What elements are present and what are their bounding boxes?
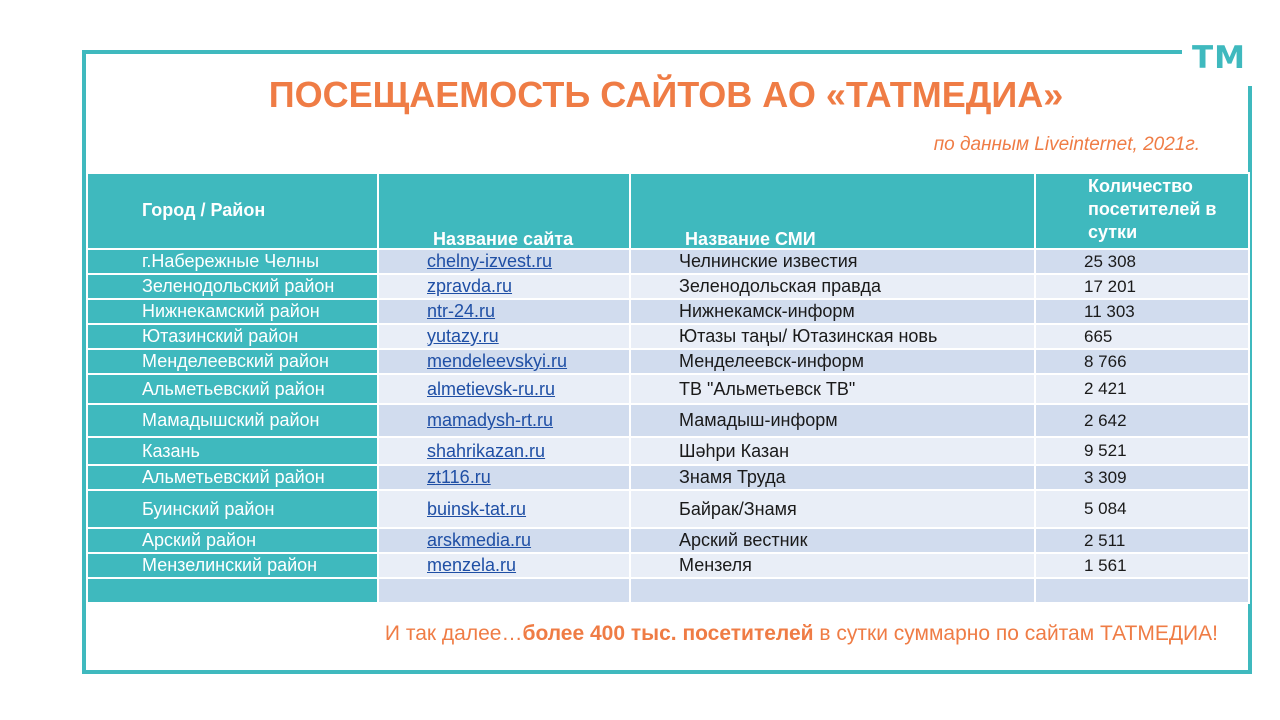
visitors-cell: 5 084 [1035,490,1249,528]
site-cell [378,274,630,299]
site-cell [378,249,630,274]
district-cell: Мензелинский район [87,553,378,578]
district-cell: Альметьевский район [87,465,378,490]
frame-bottom-border [82,670,1252,674]
frame-top-border [82,50,1182,54]
district-cell: Арский район [87,528,378,553]
site-link[interactable]: buinsk-tat.ru [427,498,527,519]
table-row [87,578,1249,603]
site-cell [378,404,630,437]
footer-summary [385,622,1218,646]
site-cell [378,465,630,490]
site-link[interactable]: arskmedia.ru [427,530,532,550]
header-district-label: Город / Район [142,200,266,220]
table-row [87,528,1249,553]
tm-logo: ТМ [1192,40,1246,76]
district-cell: Альметьевский район [87,374,378,404]
media-cell: Мамадыш-информ [630,404,1035,437]
header-site-label: Название сайта [433,229,574,249]
district-cell: Зеленодольский район [87,274,378,299]
media-cell: Менделеевск-информ [630,349,1035,374]
visitors-cell [1035,578,1249,603]
site-link[interactable]: shahrikazan.ru [427,440,546,461]
site-link[interactable]: almetievsk-ru.ru [427,378,556,399]
footer-text-before: И так далее… [384,622,523,645]
page-title: ПОСЕЩАЕМОСТЬ САЙТОВ АО «ТАТМЕДИА» [268,74,1064,115]
table-row [87,324,1249,349]
media-cell: Знамя Труда [630,465,1035,490]
visitors-cell: 8 766 [1035,349,1249,374]
site-link[interactable]: mamadysh-rt.ru [427,410,554,430]
table-row [87,274,1249,299]
media-cell: ТВ "Альметьевск ТВ" [630,374,1035,404]
site-cell [378,553,630,578]
visitors-cell: 9 521 [1035,437,1249,465]
visitors-cell: 11 303 [1035,299,1249,324]
header-media [630,173,1035,249]
visits-table [86,172,1250,604]
site-link[interactable]: chelny-izvest.ru [427,251,553,271]
table-row [87,249,1249,274]
media-cell: Нижнекамск-информ [630,299,1035,324]
site-cell [378,374,630,404]
table-row [87,490,1249,528]
header-visitors-label: Количество посетителей в сутки [1088,176,1217,242]
visitors-cell: 1 561 [1035,553,1249,578]
source-note: по данным Liveinternet, 2021г. [933,134,1200,155]
visitors-cell: 665 [1035,324,1249,349]
district-cell: Ютазинский район [87,324,378,349]
table-row [87,374,1249,404]
site-link[interactable]: zt116.ru [427,467,491,487]
site-cell [378,437,630,465]
site-cell [378,349,630,374]
district-cell: Буинский район [87,490,378,528]
visitors-cell: 17 201 [1035,274,1249,299]
media-cell: Мензеля [630,553,1035,578]
media-cell: Арский вестник [630,528,1035,553]
table-row [87,299,1249,324]
site-cell [378,578,630,603]
table-row [87,465,1249,490]
table-row [87,437,1249,465]
header-site [378,173,630,249]
district-cell: Мамадышский район [87,404,378,437]
visitors-cell: 3 309 [1035,465,1249,490]
media-cell: Ютазы таңы/ Ютазинская новь [630,324,1035,349]
header-media-label: Название СМИ [685,229,816,249]
media-cell [630,578,1035,603]
visitors-cell: 2 642 [1035,404,1249,437]
footer-text-after: в сутки суммарно по сайтам ТАТМЕДИА! [813,622,1218,645]
district-cell: Менделеевский район [87,349,378,374]
site-cell [378,528,630,553]
table-row [87,404,1249,437]
site-link[interactable]: mendeleevskyi.ru [427,351,568,371]
media-cell: Зеленодольская правда [630,274,1035,299]
district-cell: Нижнекамский район [87,299,378,324]
district-cell: г.Набережные Челны [87,249,378,274]
site-cell [378,299,630,324]
site-link[interactable]: ntr-24.ru [427,301,496,321]
media-cell: Шәһри Казан [630,437,1035,465]
visitors-cell: 2 421 [1035,374,1249,404]
table-row [87,349,1249,374]
site-cell [378,490,630,528]
header-district [87,173,378,249]
header-visitors [1035,173,1249,249]
table-header-row [87,173,1249,249]
table-row [87,553,1249,578]
site-link[interactable]: menzela.ru [427,555,517,575]
visitors-cell: 25 308 [1035,249,1249,274]
footer-text-bold: более 400 тыс. посетителей [522,622,814,645]
visitors-cell: 2 511 [1035,528,1249,553]
media-cell: Байрак/Знамя [630,490,1035,528]
site-link[interactable]: yutazy.ru [427,326,499,346]
media-cell: Челнинские известия [630,249,1035,274]
site-link[interactable]: zpravda.ru [427,276,513,296]
district-cell: Казань [87,437,378,465]
district-cell [87,578,378,603]
site-cell [378,324,630,349]
